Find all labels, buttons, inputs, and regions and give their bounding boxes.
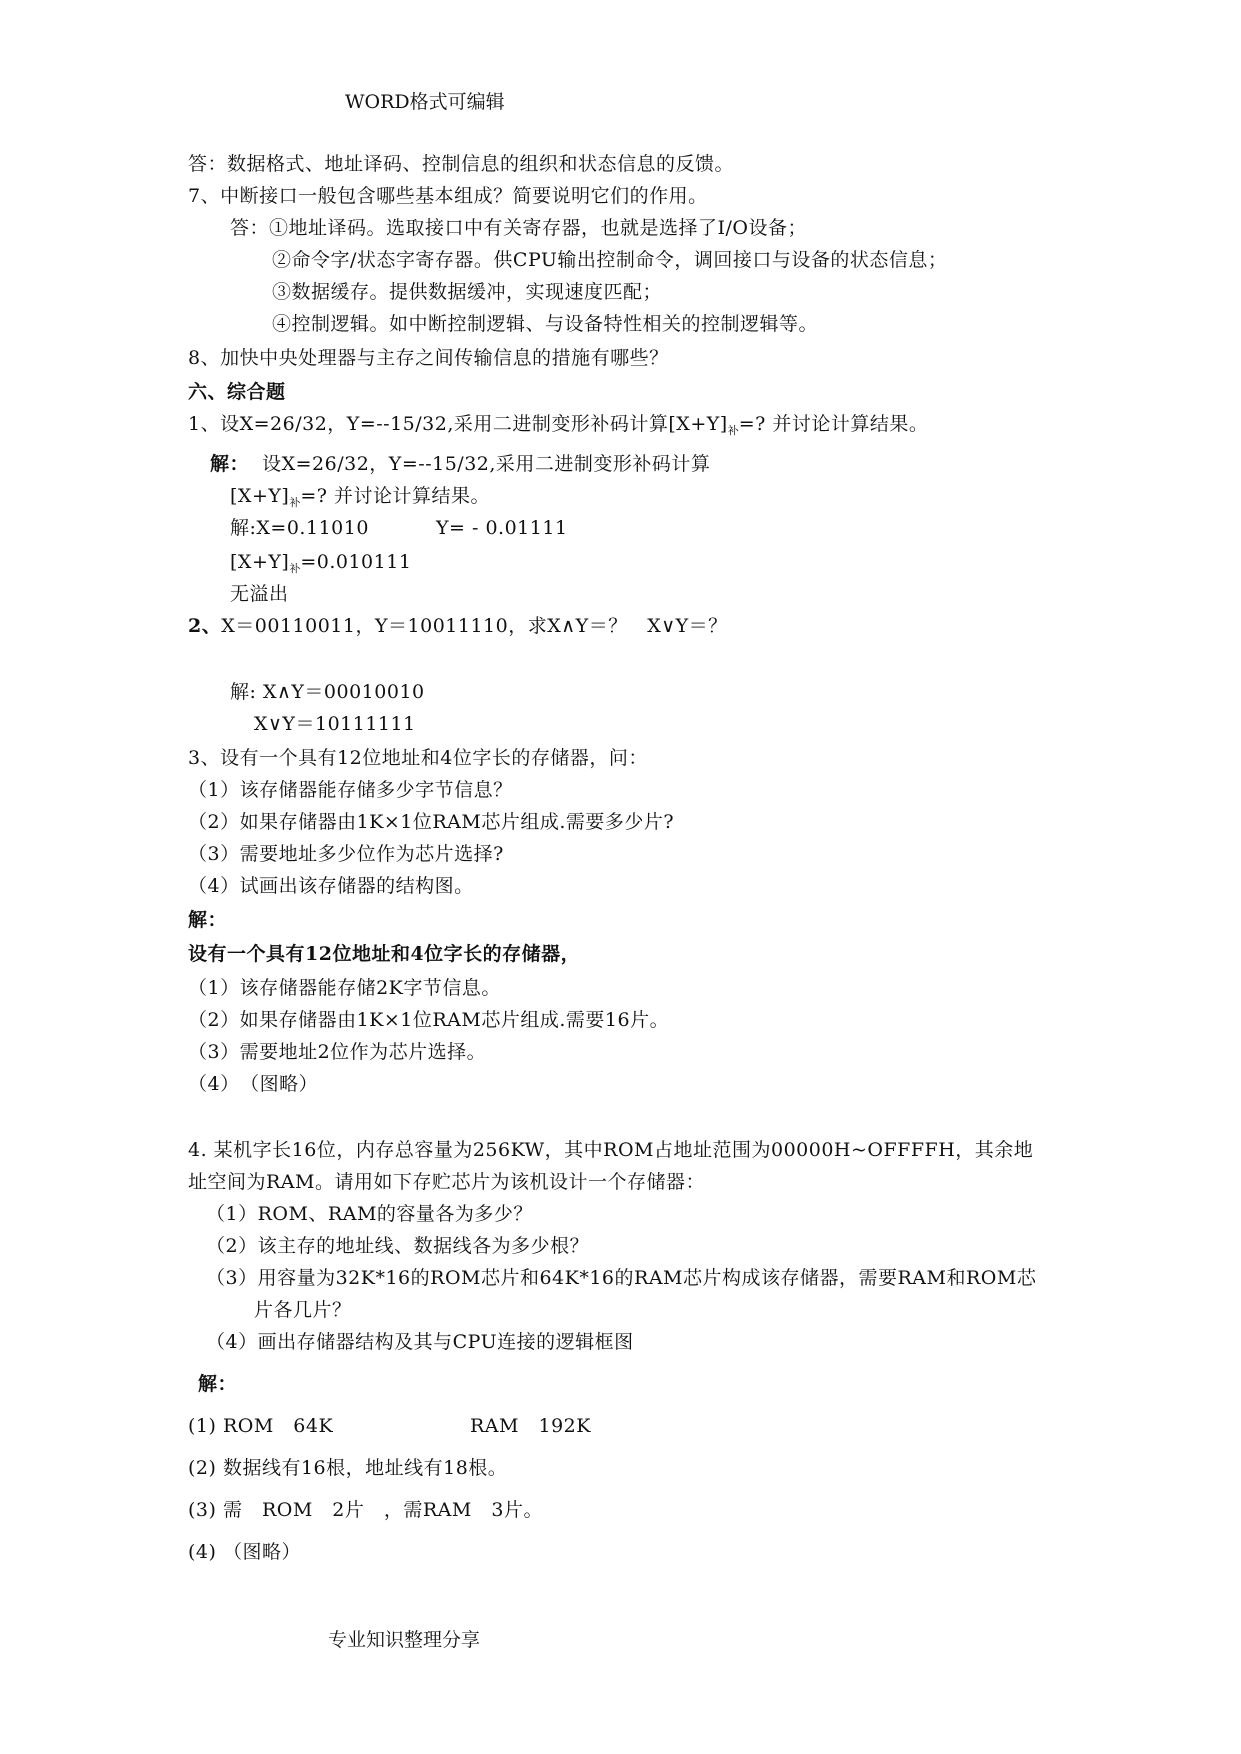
- solution-3-a2: （2）如果存储器由1K×1位RAM芯片组成.需要16片。: [188, 1009, 670, 1031]
- problem-1: 1、设X=26/32，Y=--15/32,采用二进制变形补码计算$[X+Y]_补=$? 并讨论计算结果。: [188, 413, 929, 437]
- solution-2-or: X∨Y＝10111111: [254, 713, 416, 735]
- answer-line: 答：数据格式、地址译码、控制信息的组织和状态信息的反馈。: [188, 153, 735, 175]
- question-7: 7、中断接口一般包含哪些基本组成？简要说明它们的作用。: [188, 185, 708, 207]
- solution-3-label: 解：: [188, 909, 228, 931]
- solution-2-and: 解: X∧Y＝00010010: [230, 681, 425, 703]
- solution-1-sum: $[X+Y]_补=0.010111$: [230, 551, 412, 575]
- solution-3-a3: （3）需要地址2位作为芯片选择。: [188, 1041, 487, 1063]
- problem-3-q1: （1）该存储器能存储多少字节信息？: [188, 779, 513, 801]
- problem-3: 3、设有一个具有12位地址和4位字长的存储器，问：: [188, 747, 648, 769]
- solution-3-a1: （1）该存储器能存储2K字节信息。: [188, 977, 501, 999]
- page-footer: 专业知识整理分享: [328, 1629, 481, 1651]
- problem-2: 2、X＝00110011，Y＝10011110，求X∧Y＝？ X∨Y＝？: [188, 615, 728, 637]
- solution-4-a2: (2) 数据线有16根，地址线有18根。: [188, 1457, 508, 1479]
- question-8: 8、加快中央处理器与主存之间传输信息的措施有哪些？: [188, 347, 669, 369]
- problem-4-q3-cont: 片各几片？: [254, 1299, 352, 1321]
- answer-7-item-1: 答：①地址译码。选取接口中有关寄存器，也就是选择了I/O设备；: [230, 217, 807, 239]
- problem-3-q4: （4）试画出该存储器的结构图。: [188, 875, 474, 897]
- solution-4-a3: (3) 需 ROM 2片 ，需RAM 3片。: [188, 1499, 543, 1521]
- solution-1-x: 解:X=0.11010: [230, 517, 369, 539]
- problem-3-q2: （2）如果存储器由1K×1位RAM芯片组成.需要多少片?: [188, 811, 675, 833]
- answer-7-item-2: ②命令字/状态字寄存器。供CPU输出控制命令，调回接口与设备的状态信息；: [272, 249, 948, 271]
- problem-4-q1: （1）ROM、RAM的容量各为多少？: [206, 1203, 533, 1225]
- answer-7-item-3: ③数据缓存。提供数据缓冲，实现速度匹配；: [272, 281, 663, 303]
- section-heading: 六、综合题: [188, 381, 286, 403]
- solution-1-overflow: 无溢出: [230, 583, 289, 605]
- answer-7-item-4: ④控制逻辑。如中断控制逻辑、与设备特性相关的控制逻辑等。: [272, 313, 819, 335]
- page-header: WORD格式可编辑: [345, 91, 505, 113]
- solution-4-label: 解：: [198, 1373, 238, 1395]
- solution-1-line-2: $[X+Y]_补=$? 并讨论计算结果。: [230, 485, 490, 509]
- problem-3-q3: （3）需要地址多少位作为芯片选择?: [188, 843, 504, 865]
- solution-3-heading: 设有一个具有12位地址和4位字长的存储器，: [188, 943, 581, 965]
- problem-4-q3: （3）用容量为32K*16的ROM芯片和64K*16的RAM芯片构成该存储器，需要RAM和ROM芯: [206, 1267, 1037, 1289]
- solution-4-a1-rom: (1) ROM 64K: [188, 1415, 334, 1437]
- solution-1-line-1: 解： 设X=26/32，Y=--15/32,采用二进制变形补码计算: [210, 453, 711, 475]
- problem-4-line-2: 址空间为RAM。请用如下存贮芯片为该机设计一个存储器：: [188, 1171, 705, 1193]
- problem-4-line-1: 4. 某机字长16位，内存总容量为256KW，其中ROM占地址范围为00000H~OFFFFH，其余地: [188, 1139, 1034, 1161]
- problem-4-q4: （4）画出存储器结构及其与CPU连接的逻辑框图: [206, 1331, 634, 1353]
- problem-4-q2: （2）该主存的地址线、数据线各为多少根？: [206, 1235, 590, 1257]
- solution-4-a1-ram: RAM 192K: [470, 1415, 591, 1437]
- solution-1-y: Y= - 0.01111: [436, 517, 568, 539]
- solution-3-a4: （4） （图略）: [188, 1073, 319, 1095]
- solution-4-a4: (4) （图略）: [188, 1541, 301, 1563]
